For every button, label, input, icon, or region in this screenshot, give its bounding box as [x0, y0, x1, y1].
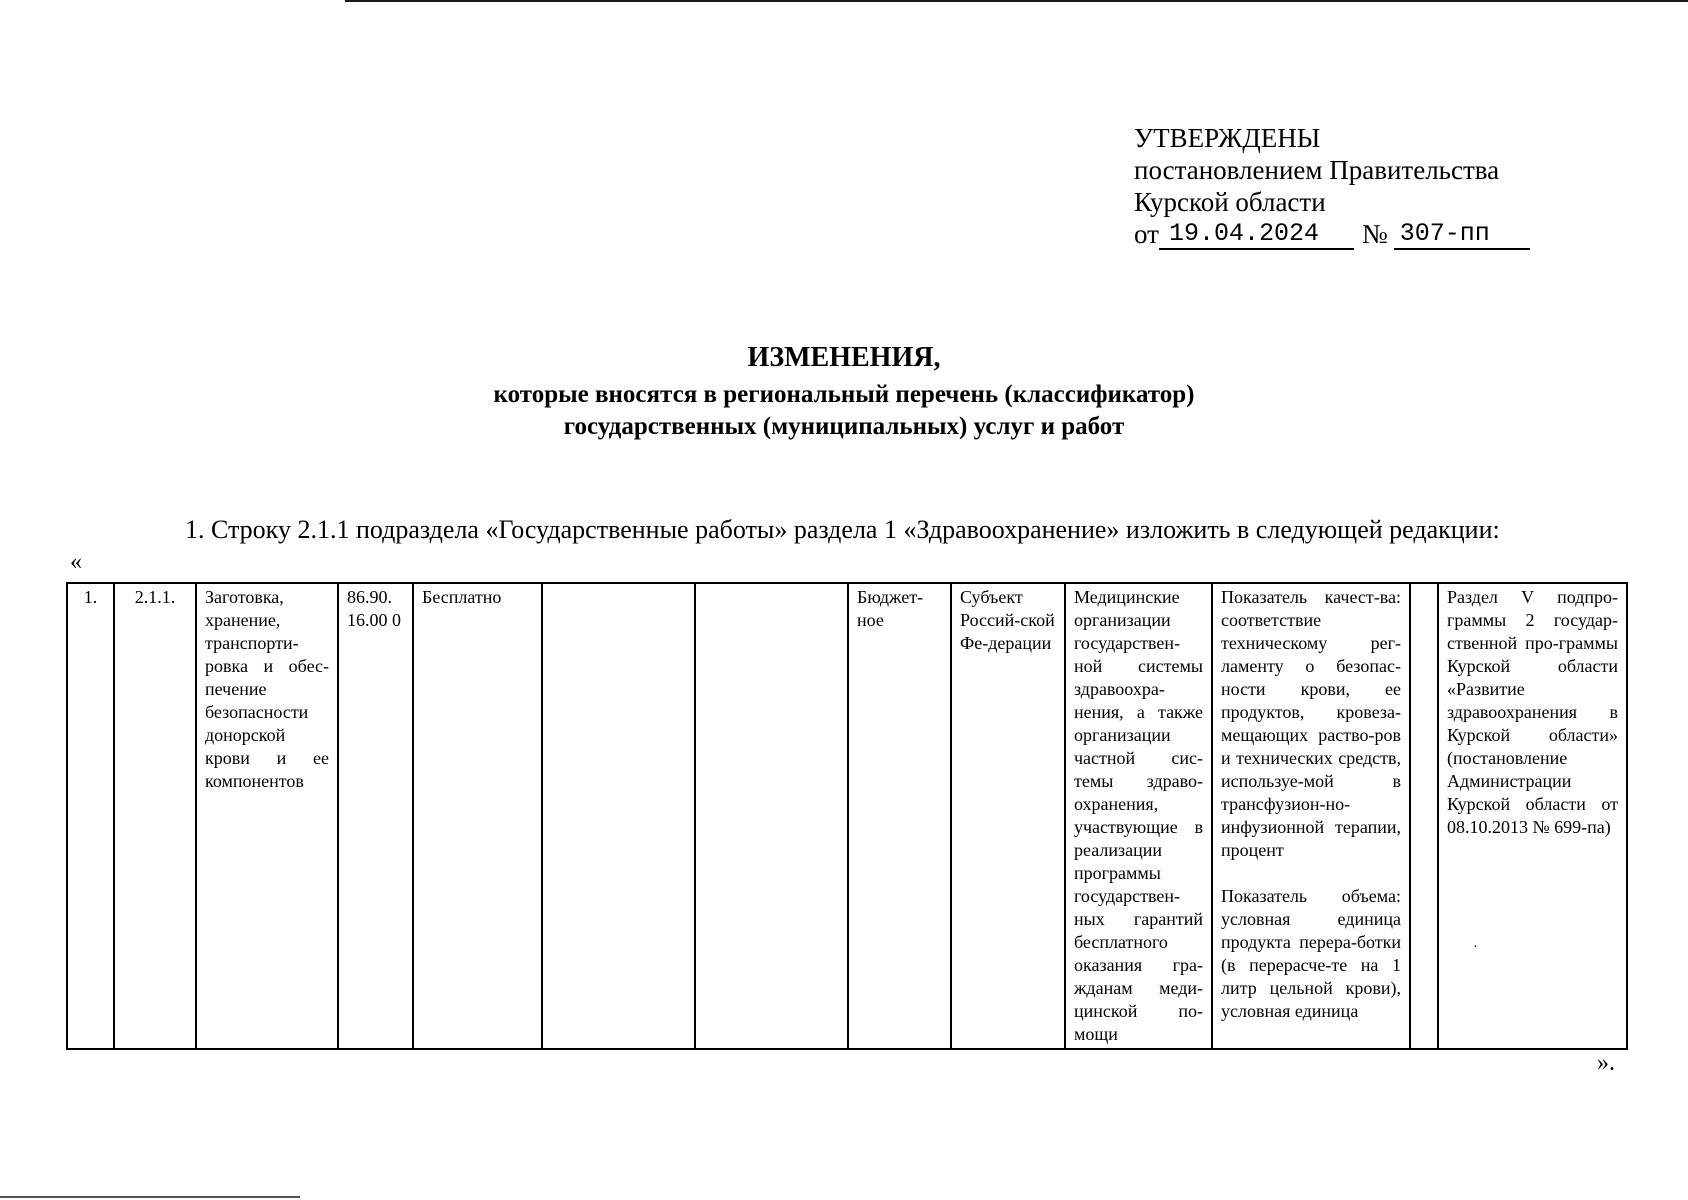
volume-indicator: Показатель объема: условная единица продукта перера-ботки (в перерасче-те на 1 литр цельной крови), условная единица	[1221, 886, 1401, 1021]
cell-legal-basis: Раздел V подпро-граммы 2 государ-ственной про-граммы Курской области «Развитие здравоохранения в Курской области» (постановление Администрации Курской области от 08.10.2013 № 699-па)	[1438, 583, 1627, 1049]
opening-quote: «	[70, 549, 82, 575]
indicator-spacer	[1221, 862, 1401, 885]
approval-line-3: Курской области	[1134, 187, 1326, 217]
table-row	[67, 583, 1627, 1049]
date-prefix: от	[1134, 219, 1159, 249]
document-title: ИЗМЕНЕНИЯ,	[747, 342, 941, 373]
quality-indicator: Показатель качест-ва: соответствие техническому рег-ламенту о безопас-ности крови, ее продуктов, кровеза-мещающих раство-ров и технических средств, используе-мой в трансфузион-но-инфузионной терапии, процент	[1221, 587, 1401, 860]
classifier-table	[66, 582, 1628, 1050]
cell-institution-type: Бюджет-ное	[848, 583, 951, 1049]
document-subtitle-2: государственных (муниципальных) услуг и работ	[563, 413, 1125, 440]
cell-code: 2.1.1.	[114, 583, 196, 1049]
scan-speck: ·	[1473, 940, 1478, 955]
approval-line-1: УТВЕРЖДЕНЫ	[1134, 123, 1321, 153]
approval-line-2: постановлением Правительства	[1134, 155, 1500, 185]
approval-date-row	[1134, 218, 1530, 250]
cell-empty-1	[542, 583, 695, 1049]
cell-performers: Медицинские организации государствен-ной системы здравоохра-нения, а также организации частной сис-темы здраво-охранения, участвующие в реализации программы государствен-ных гарантий бесплатного оказания гра-жданам меди-цинской по-мощи	[1065, 583, 1212, 1049]
scan-edge-top	[345, 0, 1688, 2]
cell-empty-3	[1410, 583, 1438, 1049]
approval-number: 307-пп	[1394, 220, 1530, 250]
number-prefix: №	[1361, 219, 1388, 249]
cell-work-name: Заготовка, хранение, транспорти-ровка и обес-печение безопасности донорской крови и ее компонентов	[196, 583, 338, 1049]
approval-block	[1134, 122, 1530, 250]
cell-payment: Бесплатно	[413, 583, 542, 1049]
cell-okved: 86.90. 16.00 0	[338, 583, 413, 1049]
document-subtitle-1: которые вносятся в региональный перечень (классификатор)	[493, 381, 1195, 408]
cell-row-number: 1.	[67, 583, 114, 1049]
approval-date: 19.04.2024	[1159, 220, 1354, 250]
amendment-paragraph: 1. Строку 2.1.1 подраздела «Государственные работы» раздела 1 «Здравоохранение» изложить в следующей редакции:	[185, 515, 1500, 544]
cell-indicators	[1212, 583, 1410, 1049]
scan-edge-bottom	[0, 1196, 300, 1198]
cell-empty-2	[695, 583, 848, 1049]
cell-authority-level: Субъект Россий-ской Фе-дерации	[951, 583, 1065, 1049]
closing-quote: ».	[1597, 1050, 1615, 1076]
